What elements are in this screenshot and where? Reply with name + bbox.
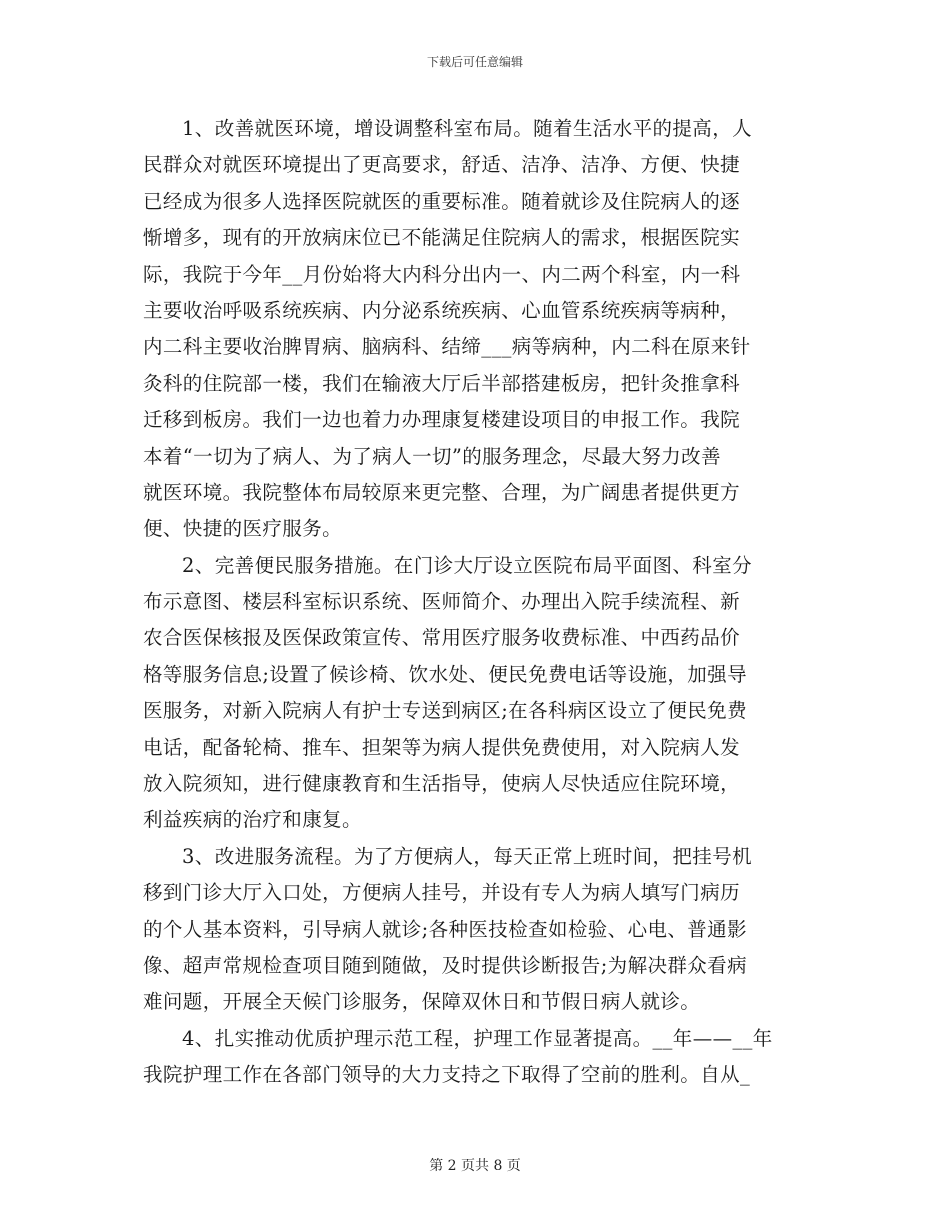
text-line: 主要收治呼吸系统疾病、内分泌系统疾病、心血管系统疾病等病种， — [143, 298, 741, 322]
text-line: 内二科主要收治脾胃病、脑病科、结缔___病等病种，内二科在原来针 — [143, 335, 751, 359]
text-line: 格等服务信息;设置了候诊椅、饮水处、便民免费电话等设施，加强导 — [143, 662, 747, 686]
text-line: 移到门诊大厅入口处，方便病人挂号，并设有专人为病人填写门病历 — [143, 881, 741, 905]
text-line: 利益疾病的治疗和康复。 — [143, 808, 362, 832]
text-line: 民群众对就医环境提出了更高要求，舒适、洁净、洁净、方便、快捷 — [143, 153, 741, 177]
text-line: 灸科的住院部一楼，我们在输液大厅后半部搭建板房，把针灸推拿科 — [143, 371, 741, 395]
text-line: 电话，配备轮椅、推车、担架等为病人提供免费使用，对入院病人发 — [143, 735, 741, 759]
text-line: 我院护理工作在各部门领导的大力支持之下取得了空前的胜利。自从_ — [143, 1063, 751, 1087]
text-line: 迁移到板房。我们一边也着力办理康复楼建设项目的申报工作。我院 — [143, 408, 741, 432]
text-line: 放入院须知，进行健康教育和生活指导，使病人尽快适应住院环境， — [143, 772, 741, 796]
text-line: 难问题，开展全天候门诊服务，保障双休日和节假日病人就诊。 — [143, 990, 701, 1014]
text-line: 3、改进服务流程。为了方便病人，每天正常上班时间，把挂号机 — [182, 844, 753, 868]
text-line: 2、完善便民服务措施。在门诊大厅设立医院布局平面图、科室分 — [182, 553, 753, 577]
document-body — [143, 111, 813, 1094]
text-line: 惭增多，现有的开放病床位已不能满足住院病人的需求，根据医院实 — [143, 226, 741, 250]
text-line: 就医环境。我院整体布局较原来更完整、合理，为广阔患者提供更方 — [143, 480, 741, 504]
text-line: 便、快捷的医疗服务。 — [143, 517, 343, 541]
text-line: 已经成为很多人选择医院就医的重要标准。随着就诊及住院病人的逐 — [143, 189, 741, 213]
text-line: 的个人基本资料，引导病人就诊;各种医技检查如检验、心电、普通影 — [143, 917, 747, 941]
text-line: 际，我院于今年__月份始将大内科分出内一、内二两个科室，内一科 — [143, 262, 741, 286]
text-line: 本着“一切为了病人、为了病人一切”的服务理念，尽最大努力改善 — [143, 444, 721, 468]
page-number: 第 2 页共 8 页 — [429, 1158, 521, 1174]
page-header: 下载后可任意编辑 — [426, 55, 523, 69]
text-line: 4、扎实推动优质护理示范工程，护理工作显著提高。__年——__年 — [182, 1026, 773, 1050]
text-line: 农合医保核报及医保政策宣传、常用医疗服务收费标准、中西药品价 — [143, 626, 741, 650]
text-line: 1、改善就医环境，增设调整科室布局。随着生活水平的提高，人 — [182, 117, 753, 140]
text-line: 布示意图、楼层科室标识系统、医师简介、办理出入院手续流程、新 — [143, 590, 741, 614]
text-line: 像、超声常规检查项目随到随做，及时提供诊断报告;为解决群众看病 — [143, 953, 747, 977]
text-line: 医服务，对新入院病人有护士专送到病区;在各科病区设立了便民免费 — [143, 699, 747, 723]
